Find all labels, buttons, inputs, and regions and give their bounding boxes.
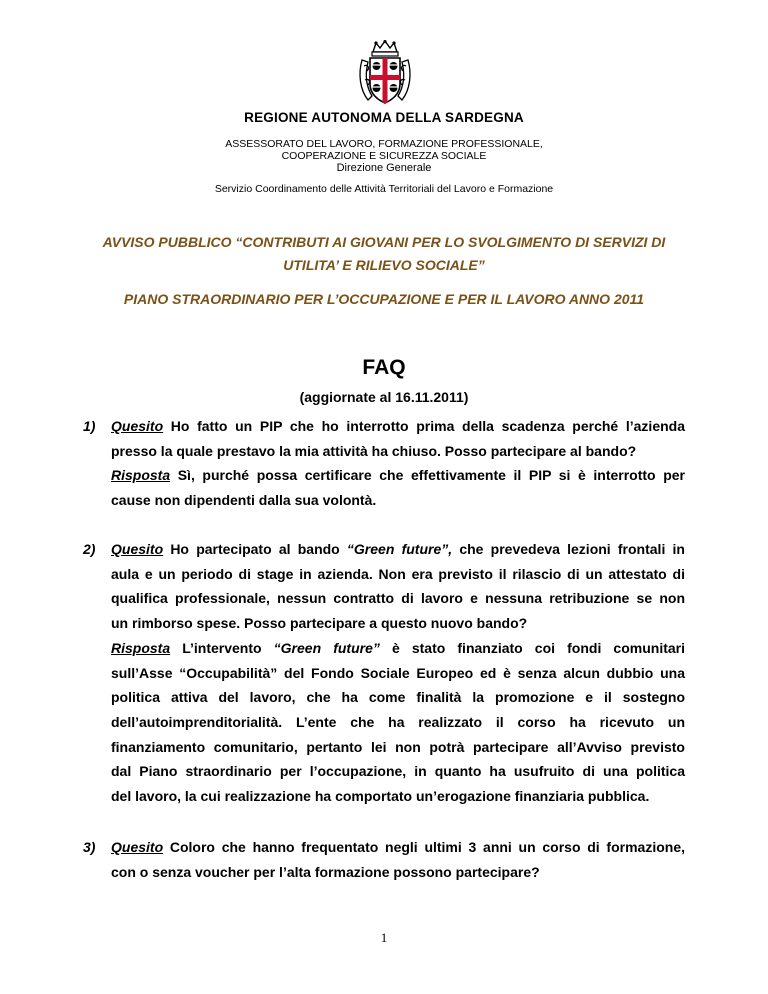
quesito-label: Quesito xyxy=(111,418,164,434)
page-number: 1 xyxy=(380,930,388,945)
question-text-line xyxy=(111,835,685,860)
faq-item-1 xyxy=(83,414,685,513)
green-future-title: “Green future” xyxy=(273,639,380,656)
question-text-line xyxy=(111,537,685,562)
question-text: che prevedeva lezioni frontali in xyxy=(452,541,685,557)
answer-text-line: sull’Asse “Occupabilità” del Fondo Sociale Europeo ed è senza alcun dubbio una xyxy=(111,664,685,681)
question-text-line: aula e un periodo di stage in azienda. Non era previsto il rilascio di un attestato di xyxy=(111,565,685,582)
quesito-label: Quesito xyxy=(111,839,164,855)
department-line-2: COOPERAZIONE E SICUREZZA SOCIALE xyxy=(281,150,487,162)
question-text-line: qualifica professionale, nessun contratto di lavoro e nessuna retribuzione se non xyxy=(111,590,685,607)
faq-item-2 xyxy=(83,537,685,809)
question-text: Coloro che hanno frequentato negli ultimi 3 anni un corso di formazione, xyxy=(163,839,685,855)
answer-text-line: del lavoro, la cui realizzazione ha comportato un’erogazione finanziaria pubblica. xyxy=(111,788,650,805)
risposta-label: Risposta xyxy=(111,467,171,484)
answer-text-line: cause non dipendenti dalla sua volontà. xyxy=(111,492,377,509)
answer-text: Sì, purché possa certificare che effettivamente il PIP si è interrotto per xyxy=(170,467,685,484)
servizio-label: Servizio Coordinamento delle Attività Territoriali del Lavoro e Formazione xyxy=(214,183,554,195)
risposta-label: Risposta xyxy=(111,639,171,656)
title-line-3: PIANO STRAORDINARIO PER L’OCCUPAZIONE E PER IL LAVORO ANNO 2011 xyxy=(123,291,645,307)
answer-text-line: dal Piano straordinario per l’occupazione, in quanto ha usufruito di una politica xyxy=(111,763,685,780)
faq-heading: FAQ xyxy=(362,356,406,379)
direzione-label: Direzione Generale xyxy=(336,162,432,174)
question-text: Ho fatto un PIP che ho interrotto prima della scadenza perché l’azienda xyxy=(163,418,685,434)
sardinia-coat-of-arms-icon xyxy=(356,40,414,106)
question-text-line: con o senza voucher per l’alta formazione possono partecipare? xyxy=(111,863,540,880)
title-line-1: AVVISO PUBBLICO “CONTRIBUTI AI GIOVANI PER LO SVOLGIMENTO DI SERVIZI DI xyxy=(102,234,666,250)
question-text-line: un rimborso spese. Posso partecipare a questo nuovo bando? xyxy=(111,615,528,632)
answer-text-line: dell’autoimprenditorialità. L’ente che ha realizzato il corso ha ricevuto un xyxy=(111,713,685,730)
answer-text-line xyxy=(111,463,685,488)
question-number: 3) xyxy=(83,839,96,855)
department-line-1: ASSESSORATO DEL LAVORO, FORMAZIONE PROFESSIONALE, xyxy=(225,138,543,150)
question-text-line xyxy=(111,414,685,439)
region-name: REGIONE AUTONOMA DELLA SARDEGNA xyxy=(244,110,524,125)
answer-text-line: finanziamento comunitario, pertanto lei non potrà partecipare all’Avviso previsto xyxy=(111,738,685,755)
green-future-title: “Green future”, xyxy=(346,541,453,557)
question-text: Ho partecipato al bando xyxy=(163,541,347,557)
answer-text: è stato finanziato coi fondi comunitari xyxy=(379,639,685,656)
answer-text-line: politica attiva del lavoro, che ha come finalità la promozione e il sostegno xyxy=(111,689,685,706)
quesito-label: Quesito xyxy=(111,541,164,557)
title-line-2: UTILITA’ E RILIEVO SOCIALE” xyxy=(283,257,485,273)
answer-text-line xyxy=(111,636,685,661)
question-number: 1) xyxy=(83,418,96,434)
answer-text: L’intervento xyxy=(170,639,274,656)
question-number: 2) xyxy=(83,541,96,557)
faq-item-3 xyxy=(83,835,685,884)
question-text-line: presso la quale prestavo la mia attività ha chiuso. Posso partecipare al bando? xyxy=(111,442,637,459)
update-date: (aggiornate al 16.11.2011) xyxy=(299,389,469,405)
